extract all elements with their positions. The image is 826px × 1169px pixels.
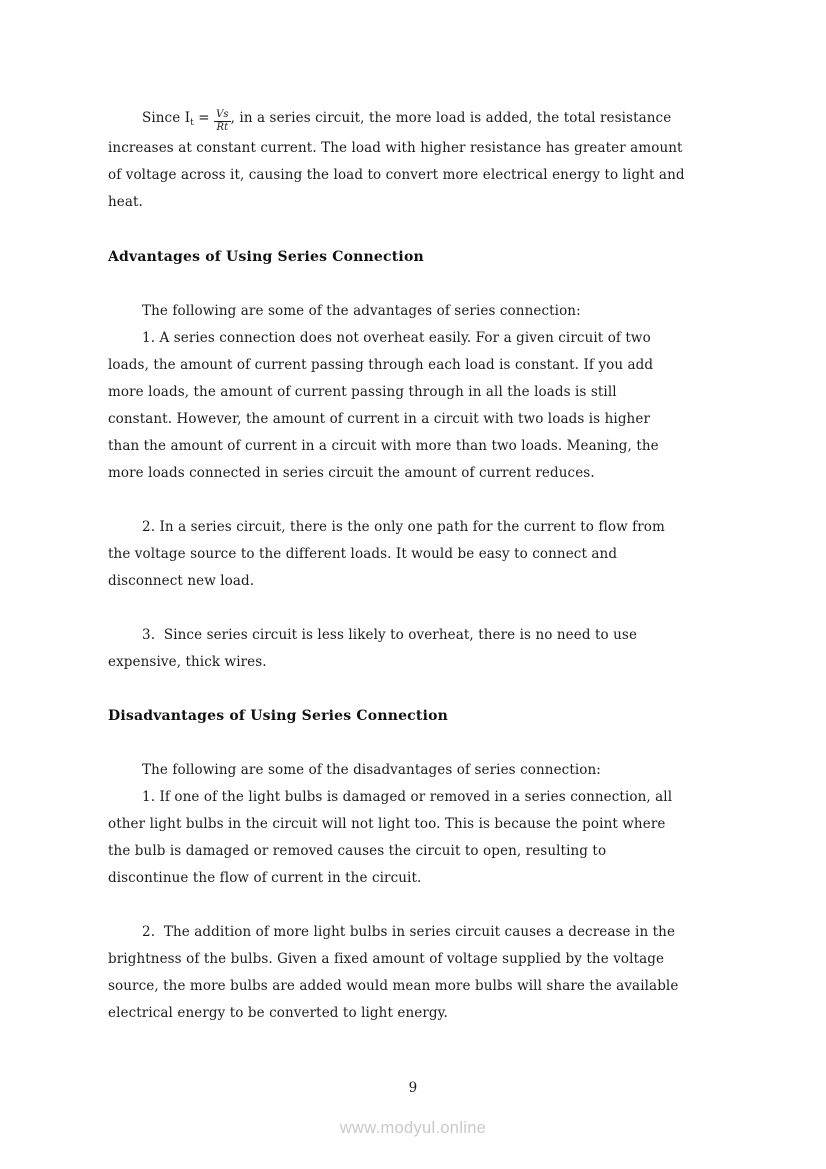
text-line: of voltage across it, causing the load to convert more electrical energy to light and <box>108 167 685 183</box>
page-content <box>108 0 730 1027</box>
intro-formula-line <box>108 101 730 135</box>
disadvantages-item1-paragraph <box>108 757 730 892</box>
text-line: brightness of the bulbs. Given a fixed amount of voltage supplied by the voltage <box>108 951 665 967</box>
text-line: disconnect new load. <box>108 573 255 589</box>
advantages-item2-paragraph <box>108 514 730 595</box>
watermark-text: www.modyul.online <box>339 1119 487 1137</box>
text-line: expensive, thick wires. <box>108 654 267 670</box>
text-line: source, the more bulbs are added would mean more bulbs will share the available <box>108 978 679 994</box>
text-line: more loads connected in series circuit the amount of current reduces. <box>108 465 595 481</box>
text-line: loads, the amount of current passing through each load is constant. If you add <box>108 357 654 373</box>
text-line: 1. If one of the light bulbs is damaged or removed in a series connection, all <box>142 789 673 805</box>
section-heading-disadvantages: Disadvantages of Using Series Connection <box>108 708 449 724</box>
text-line: 2. The addition of more light bulbs in series circuit causes a decrease in the <box>142 924 676 940</box>
text-line: other light bulbs in the circuit will not light too. This is because the point where <box>108 816 666 832</box>
text-line: constant. However, the amount of current in a circuit with two loads is higher <box>108 411 650 427</box>
page-number: 9 <box>408 1080 418 1096</box>
disadvantages-intro-line: The following are some of the disadvantages of series connection: <box>142 762 601 778</box>
fraction-denominator: Rt <box>216 122 229 133</box>
intro-line1-text: , in a series circuit, the more load is added, the total resistance <box>230 110 672 126</box>
text-line: than the amount of current in a circuit with more than two loads. Meaning, the <box>108 438 659 454</box>
formula-prefix-text: Since I <box>142 110 191 126</box>
text-line: the voltage source to the different loads. It would be easy to connect and <box>108 546 618 562</box>
text-line: the bulb is damaged or removed causes the circuit to open, resulting to <box>108 843 607 859</box>
text-line: heat. <box>108 194 143 210</box>
fraction-numerator: Vs <box>216 109 229 120</box>
intro-paragraph <box>108 101 730 216</box>
advantages-intro-line: The following are some of the advantages of series connection: <box>142 303 581 319</box>
advantages-item3-paragraph <box>108 622 730 676</box>
text-line: 3. Since series circuit is less likely to overheat, there is no need to use <box>142 627 638 643</box>
text-line: more loads, the amount of current passing through in all the loads is still <box>108 384 617 400</box>
fraction-vs-over-rt <box>214 110 231 133</box>
section-heading-advantages: Advantages of Using Series Connection <box>108 249 424 265</box>
text-line: 1. A series connection does not overheat easily. For a given circuit of two <box>142 330 651 346</box>
formula-equals: = <box>193 110 215 126</box>
text-line: electrical energy to be converted to light energy. <box>108 1005 448 1021</box>
disadvantages-item2-paragraph <box>108 919 730 1027</box>
text-line: increases at constant current. The load with higher resistance has greater amount <box>108 140 683 156</box>
text-line: 2. In a series circuit, there is the only one path for the current to flow from <box>142 519 665 535</box>
advantages-item1-paragraph <box>108 298 730 487</box>
text-line: discontinue the flow of current in the circuit. <box>108 870 422 886</box>
formula-subscript: t <box>190 118 194 128</box>
